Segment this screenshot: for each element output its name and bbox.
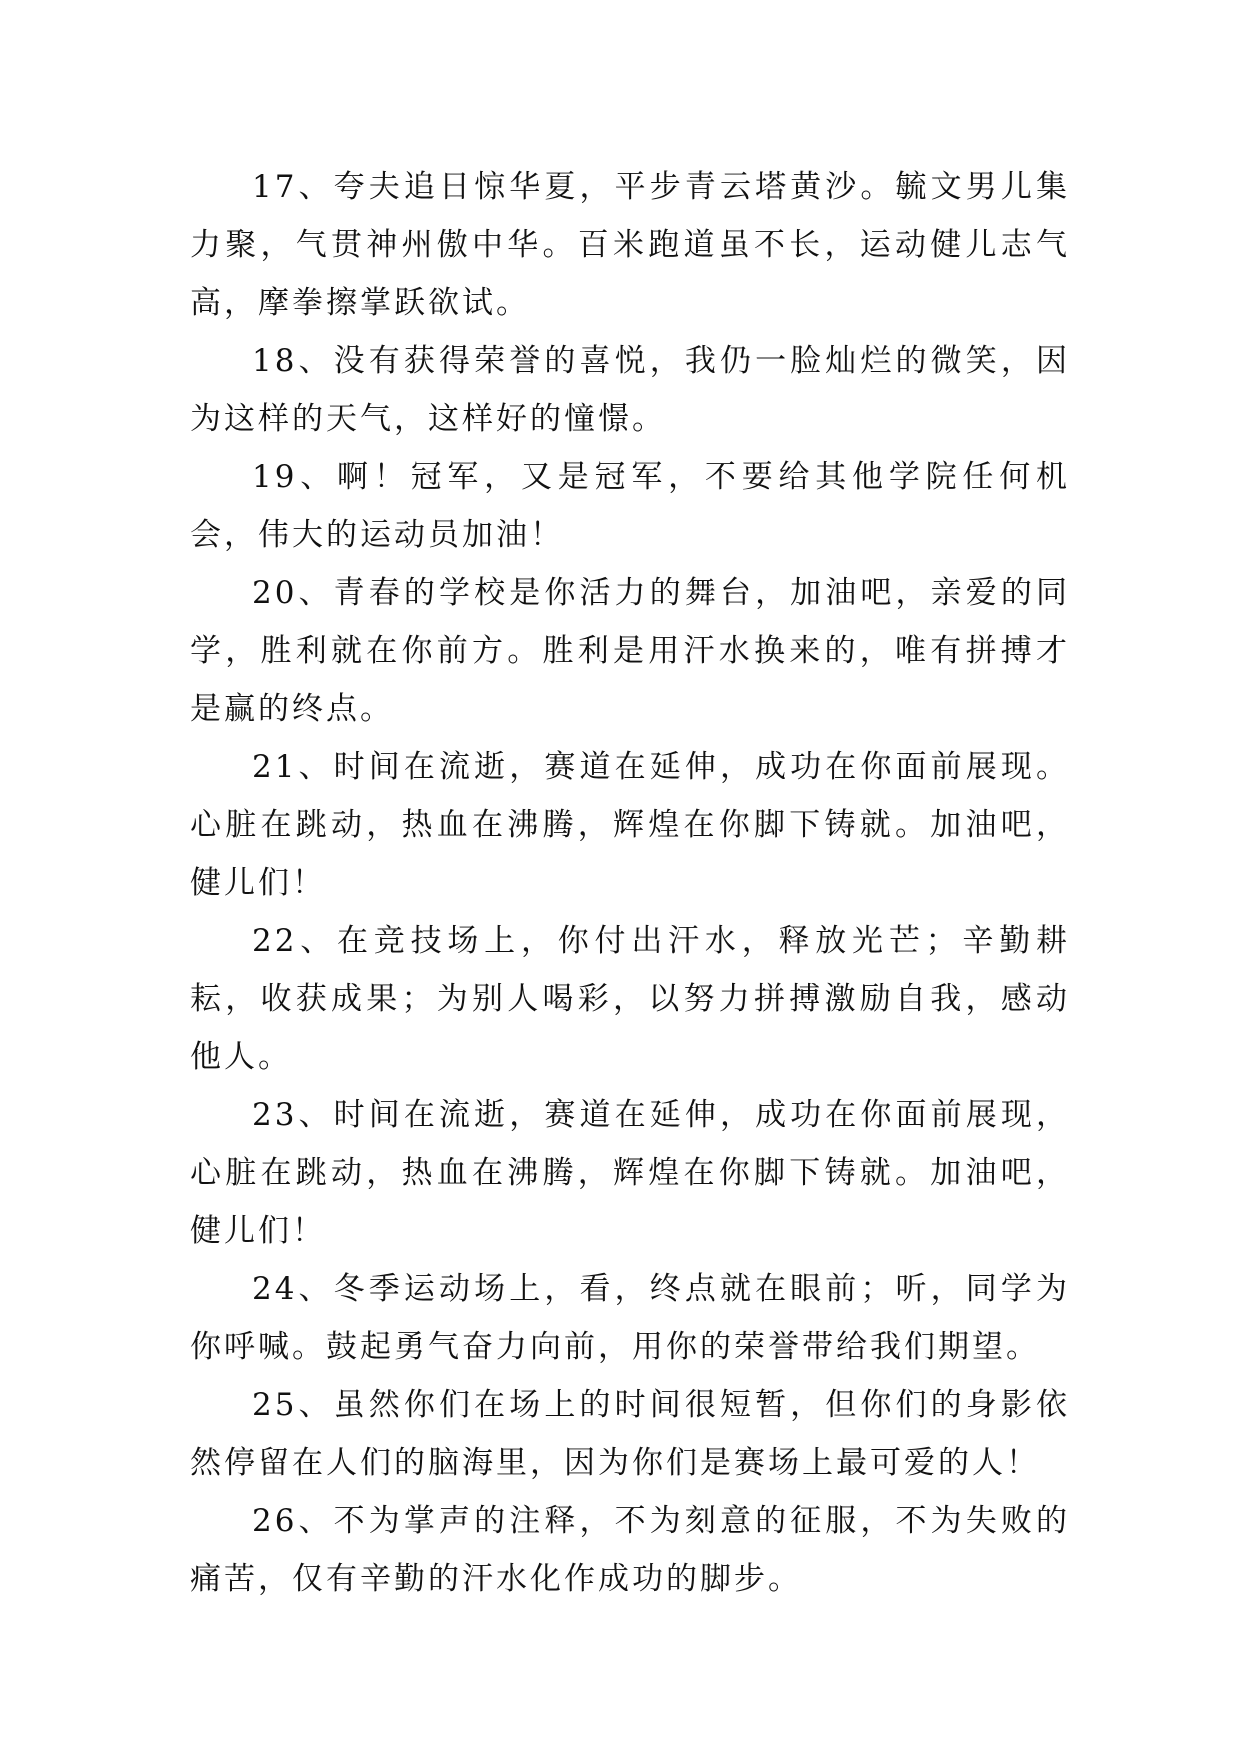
paragraph-22: 22、在竞技场上，你付出汗水，释放光芒；辛勤耕耘，收获成果；为别人喝彩，以努力拼搏激励自我，感动他人。 — [190, 923, 1070, 1075]
paragraph-17: 17、夸夫追日惊华夏，平步青云塔黄沙。毓文男儿集力聚，气贯神州傲中华。百米跑道虽不长，运动健儿志气高，摩拳擦掌跃欲试。 — [190, 169, 1070, 321]
paragraph-24: 24、冬季运动场上，看，终点就在眼前；听，同学为你呼喊。鼓起勇气奋力向前，用你的荣誉带给我们期望。 — [190, 1271, 1070, 1365]
paragraph-20: 20、青春的学校是你活力的舞台，加油吧，亲爱的同学，胜利就在你前方。胜利是用汗水换来的，唯有拼搏才是赢的终点。 — [190, 575, 1070, 727]
paragraph-19: 19、啊！冠军，又是冠军，不要给其他学院任何机会，伟大的运动员加油！ — [190, 459, 1070, 553]
document-body — [190, 158, 1070, 1608]
paragraph-23: 23、时间在流逝，赛道在延伸，成功在你面前展现，心脏在跳动，热血在沸腾，辉煌在你脚下铸就。加油吧，健儿们！ — [190, 1097, 1070, 1249]
paragraph-25: 25、虽然你们在场上的时间很短暂，但你们的身影依然停留在人们的脑海里，因为你们是赛场上最可爱的人！ — [190, 1387, 1070, 1481]
paragraph-26: 26、不为掌声的注释，不为刻意的征服，不为失败的痛苦，仅有辛勤的汗水化作成功的脚步。 — [190, 1503, 1070, 1597]
paragraph-18: 18、没有获得荣誉的喜悦，我仍一脸灿烂的微笑，因为这样的天气，这样好的憧憬。 — [190, 343, 1070, 437]
paragraph-21: 21、时间在流逝，赛道在延伸，成功在你面前展现。心脏在跳动，热血在沸腾，辉煌在你脚下铸就。加油吧，健儿们！ — [190, 749, 1070, 901]
